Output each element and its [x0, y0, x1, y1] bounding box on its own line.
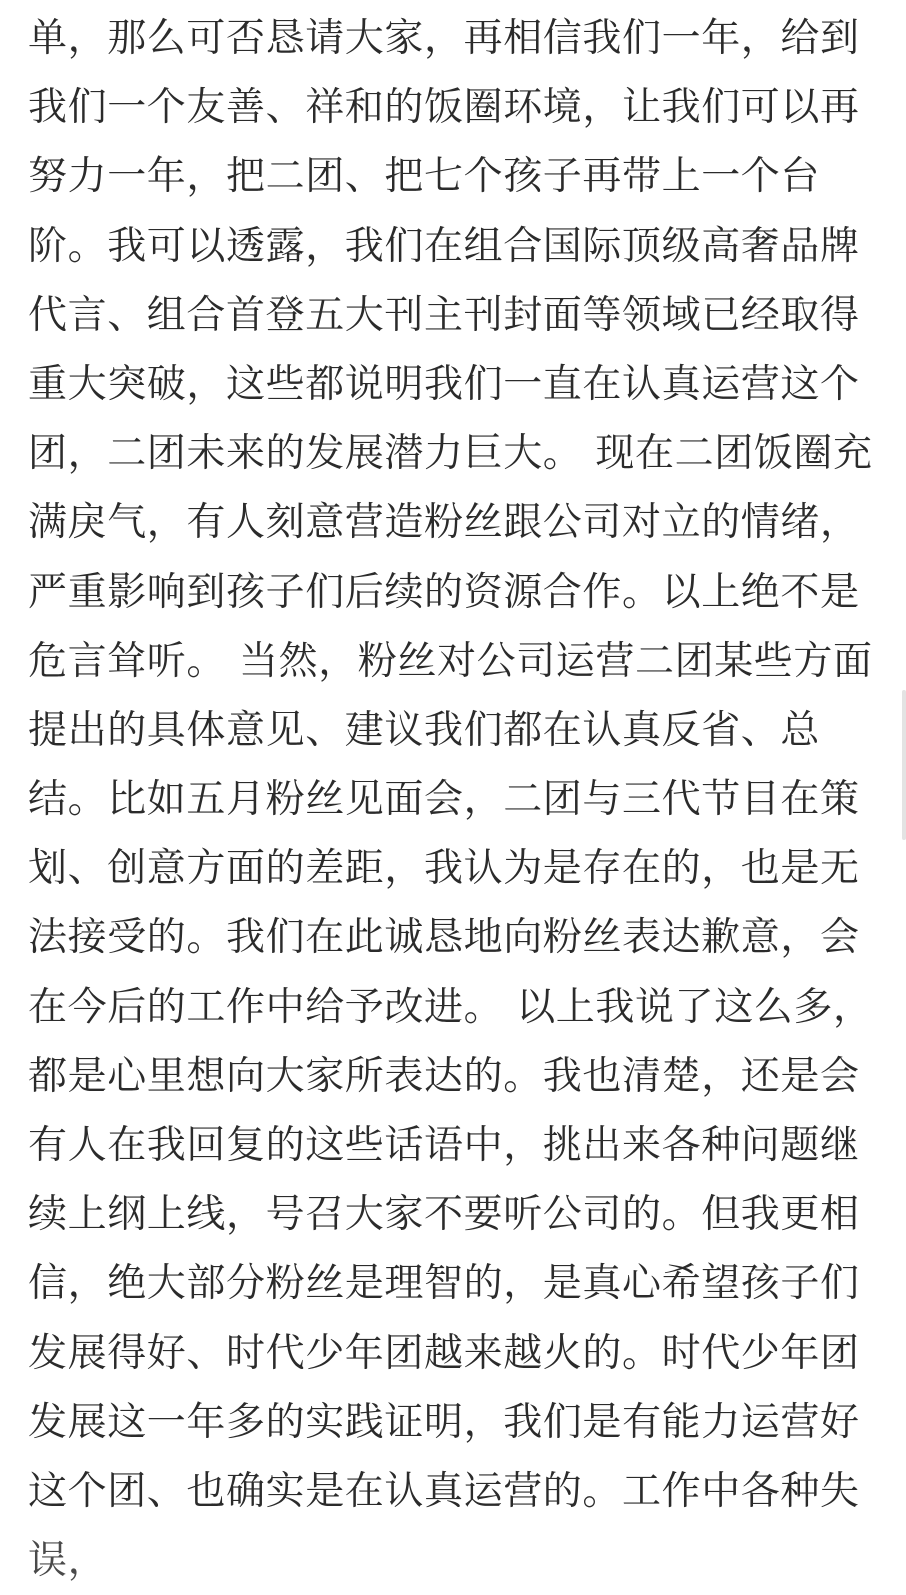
text-line: 严重影响到孩子们后续的资源合作。以上绝不是 [28, 569, 860, 615]
text-line: 有人在我回复的这些话语中，挑出来各种问题继 [28, 1123, 860, 1168]
text-line: 续上纲上线，号召大家不要听公司的。但我更相 [28, 1192, 860, 1238]
text-line: 这个团、也确实是在认真运营的。工作中各种失 [28, 1468, 860, 1514]
text-line: 重大突破，这些都说明我们一直在认真运营这个 [28, 361, 860, 407]
text-line: 结。比如五月粉丝见面会，二团与三代节目在策 [28, 777, 860, 823]
text-line: 代言、组合首登五大刊主刊封面等领域已经取得 [28, 292, 860, 338]
article-text [28, 4, 898, 1595]
text-line: 在今后的工作中给予改进。 以上我说了这么多， [28, 984, 873, 1030]
text-line: 单，那么可否恳请大家，再相信我们一年，给到 [28, 16, 860, 61]
text-line: 满戾气，有人刻意营造粉丝跟公司对立的情绪， [28, 500, 860, 546]
text-line: 都是心里想向大家所表达的。我也清楚，还是会 [28, 1053, 860, 1099]
text-line: 法接受的。我们在此诚恳地向粉丝表达歉意，会 [28, 915, 860, 961]
text-line: 团，二团未来的发展潜力巨大。 现在二团饭圈充 [28, 431, 873, 477]
text-line: 危言耸听。 当然，粉丝对公司运营二团某些方面 [28, 638, 873, 684]
text-line: 发展得好、时代少年团越来越火的。时代少年团 [28, 1330, 860, 1376]
text-line: 阶。我可以透露，我们在组合国际顶级高奢品牌 [28, 223, 860, 269]
text-line: 提出的具体意见、建议我们都在认真反省、总 [28, 707, 821, 753]
text-line: 信，绝大部分粉丝是理智的，是真心希望孩子们 [28, 1261, 860, 1307]
text-line: 误， [28, 1538, 108, 1584]
text-line: 我们一个友善、祥和的饭圈环境，让我们可以再 [28, 85, 860, 131]
text-line: 划、创意方面的差距，我认为是存在的，也是无 [28, 846, 860, 892]
scrollbar[interactable] [902, 690, 906, 840]
text-line: 发展这一年多的实践证明，我们是有能力运营好 [28, 1399, 860, 1445]
text-line: 努力一年，把二团、把七个孩子再带上一个台 [28, 154, 821, 200]
